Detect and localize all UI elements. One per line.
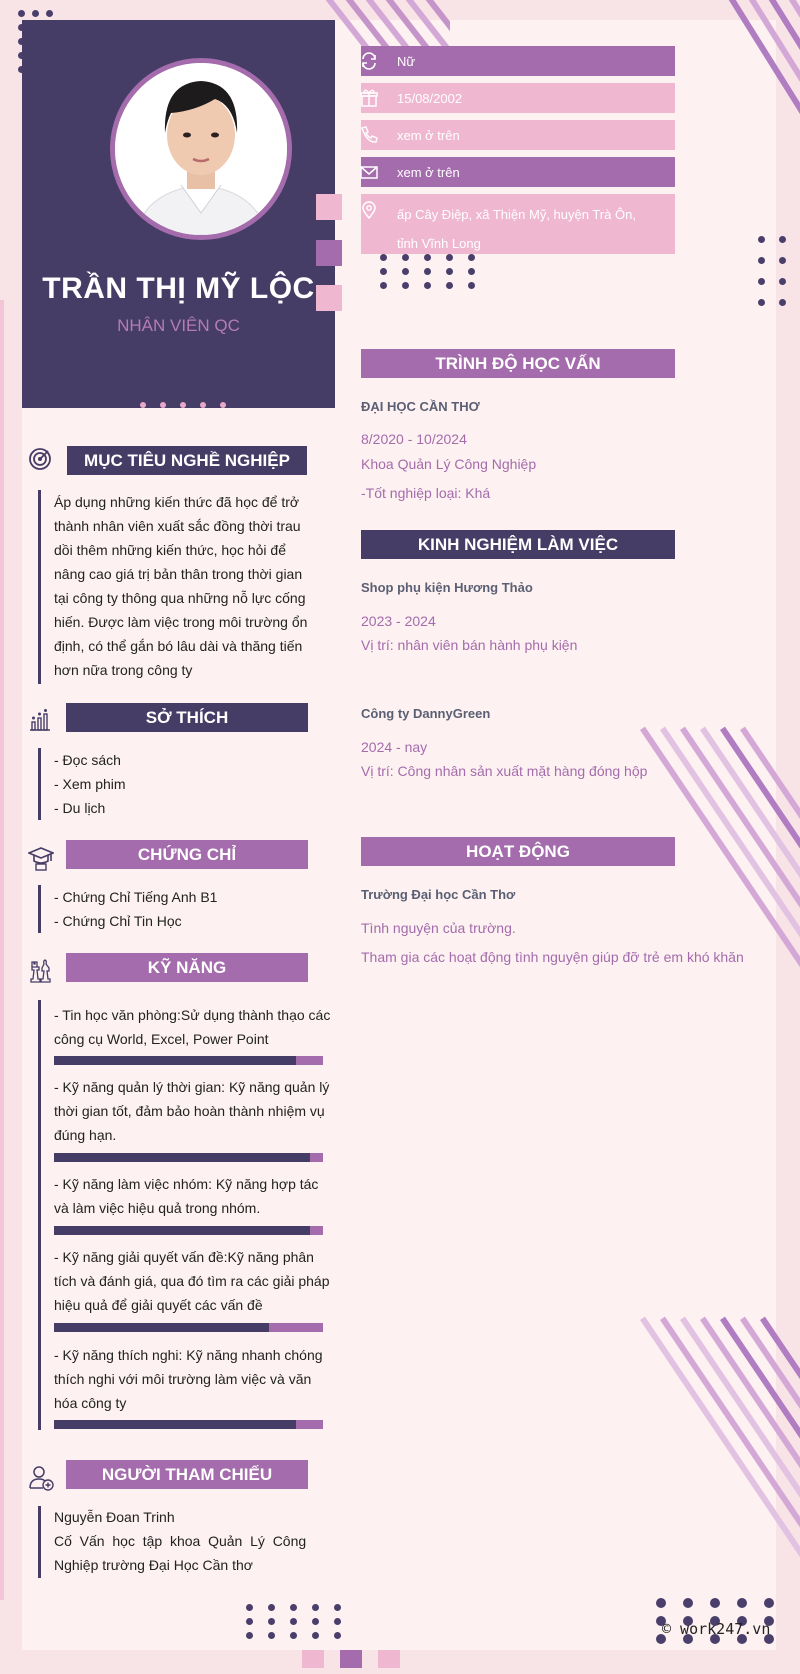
- objective-text: [54, 490, 317, 682]
- experience-title: KINH NGHIỆM LÀM VIỆC: [361, 530, 675, 559]
- gender-icon: [359, 51, 379, 71]
- watermark-text: © work247.vn: [662, 1620, 771, 1638]
- objective-line-2: thành nhân viên xuất sắc đồng thời trau: [54, 518, 301, 534]
- skill-text: tích và đánh giá, qua đó tìm ra các giải pháp: [54, 1273, 330, 1289]
- skill-text: đúng hạn.: [54, 1127, 117, 1143]
- chess-icon: [28, 958, 54, 984]
- skill-text: công cụ World, Excel, Power Point: [54, 1031, 269, 1047]
- objective-line-5: tại công ty thông qua những nỗ lực cống: [54, 590, 306, 606]
- skill-item-3: [54, 1172, 354, 1220]
- hobby-item: - Xem phim: [54, 776, 126, 792]
- skill-item-1: [54, 1003, 354, 1051]
- candidate-name: TRẦN THỊ MỸ LỘC: [42, 272, 315, 305]
- hobbies-line: [38, 748, 41, 820]
- job-position: Vị trí: nhân viên bán hành phụ kiện: [361, 637, 578, 653]
- skill-item-4: [54, 1245, 354, 1317]
- education-grade: -Tốt nghiệp loại: Khá: [361, 485, 491, 501]
- profile-photo: [110, 58, 292, 240]
- address-value: [397, 200, 636, 258]
- skill-level-bar-3: [54, 1226, 323, 1235]
- education-period: 8/2020 - 10/2024: [361, 431, 467, 447]
- education-school: ĐẠI HỌC CẦN THƠ: [361, 399, 480, 414]
- email-value: xem ở trên: [397, 164, 460, 180]
- info-birthday: [361, 83, 675, 113]
- objective-line-7: định, có thể gắn bó lâu dài và thăng tiến: [54, 638, 303, 654]
- hobby-item: - Du lịch: [54, 800, 106, 816]
- certificates-line: [38, 885, 41, 933]
- certificate-item: - Chứng Chỉ Tiếng Anh B1: [54, 889, 218, 905]
- skill-level-bar-1: [54, 1056, 323, 1065]
- birthday-value: 15/08/2002: [397, 90, 463, 106]
- skill-item-5: [54, 1343, 354, 1415]
- chart-bars-icon: [28, 708, 54, 734]
- reference-name: Nguyễn Đoan Trinh: [54, 1509, 175, 1525]
- decor-bottom-square-3: [378, 1650, 400, 1668]
- info-phone: [361, 120, 675, 150]
- decor-stripes-left: [0, 300, 40, 1600]
- mail-icon: [359, 162, 379, 182]
- skill-text: - Tin học văn phòng:Sử dụng thành thạo các: [54, 1007, 331, 1023]
- hobby-item: - Đọc sách: [54, 752, 121, 768]
- decor-stripes-right-bottom: [640, 1310, 800, 1620]
- skill-text: thích nghi với môi trường làm việc và văn: [54, 1371, 312, 1387]
- skill-text: hiệu quả để giải quyết các vấn đề: [54, 1297, 263, 1313]
- activities-line-1: Tình nguyện của trường.: [361, 920, 516, 936]
- skills-title: KỸ NĂNG: [66, 953, 308, 982]
- objective-line-8: hơn nữa trong công ty: [54, 662, 193, 678]
- references-block: [54, 1505, 317, 1577]
- user-add-icon: [28, 1465, 54, 1491]
- objective-line-4: nâng cao giá trị bản thân trong thời gian: [54, 566, 303, 582]
- job-period: 2023 - 2024: [361, 613, 436, 629]
- address-line-2: tỉnh Vĩnh Long: [397, 236, 481, 251]
- skills-line: [38, 1000, 41, 1430]
- reference-title-line-2: Nghiệp trường Đại Học Cần thơ: [54, 1557, 253, 1573]
- gift-icon: [359, 88, 379, 108]
- objective-line-3: dồi thêm những kiến thức, học hỏi để: [54, 542, 286, 558]
- skill-text: - Kỹ năng giải quyết vấn đề:Kỹ năng phân: [54, 1249, 314, 1265]
- skill-text: - Kỹ năng thích nghi: Kỹ năng nhanh chóng: [54, 1347, 323, 1363]
- location-pin-icon: [359, 200, 379, 220]
- objective-line-6: hiến. Được làm việc trong môi trường ổn: [54, 614, 308, 630]
- target-icon: [28, 447, 54, 473]
- decor-square-2: [316, 240, 342, 266]
- objective-line-1: Áp dụng những kiến thức đã học để trở: [54, 494, 300, 510]
- job-company: Shop phụ kiện Hương Thảo: [361, 580, 533, 595]
- decor-dots-info: [380, 254, 475, 289]
- activities-org: Trường Đại học Cần Thơ: [361, 887, 516, 902]
- candidate-role: NHÂN VIÊN QC: [117, 316, 240, 335]
- hobbies-list: [54, 748, 314, 820]
- education-title: TRÌNH ĐỘ HỌC VẤN: [361, 349, 675, 378]
- certificates-title: CHỨNG CHỈ: [66, 840, 308, 869]
- phone-value: xem ở trên: [397, 127, 460, 143]
- skill-item-2: [54, 1075, 354, 1147]
- skill-text: hóa công ty: [54, 1395, 127, 1411]
- activities-line-2: Tham gia các hoạt động tình nguyện giúp đỡ trẻ em khó khăn: [361, 949, 744, 965]
- references-line: [38, 1506, 41, 1578]
- references-title: NGƯỜI THAM CHIẾU: [66, 1460, 308, 1489]
- gender-value: Nữ: [397, 53, 416, 69]
- job-position: Vị trí: Công nhân sản xuất mặt hàng đóng hộp: [361, 763, 648, 779]
- certificates-list: [54, 885, 314, 933]
- skill-text: - Kỹ năng quản lý thời gian: Kỹ năng quản lý: [54, 1079, 330, 1095]
- decor-bottom-square-1: [302, 1650, 324, 1668]
- decor-dots-right-top: [758, 236, 800, 306]
- phone-icon: [359, 125, 379, 145]
- skill-level-bar-5: [54, 1420, 323, 1429]
- decor-dots-bottom-center: [246, 1604, 341, 1639]
- profile-card: [22, 20, 335, 408]
- education-faculty: Khoa Quản Lý Công Nghiệp: [361, 456, 537, 472]
- skill-level-bar-2: [54, 1153, 323, 1162]
- skill-text: và làm việc hiệu quả trong nhóm.: [54, 1200, 261, 1216]
- info-gender: [361, 46, 675, 76]
- objective-line: [38, 490, 41, 684]
- address-line-1: ấp Cây Điệp, xã Thiện Mỹ, huyện Trà Ôn,: [397, 207, 636, 222]
- objective-title: MỤC TIÊU NGHỀ NGHIỆP: [67, 446, 307, 475]
- hobbies-title: SỞ THÍCH: [66, 703, 308, 732]
- skill-level-bar-4: [54, 1323, 323, 1332]
- reference-title-line-1: Cố Vấn học tập khoa Quản Lý Công: [54, 1533, 307, 1549]
- graduation-cap-icon: [28, 845, 54, 871]
- decor-square-1: [316, 194, 342, 220]
- skill-text: thời gian tốt, đảm bảo hoàn thành nhiệm vụ: [54, 1103, 325, 1119]
- info-address: [361, 194, 675, 254]
- skill-text: - Kỹ năng làm việc nhóm: Kỹ năng hợp tác: [54, 1176, 319, 1192]
- job-period: 2024 - nay: [361, 739, 428, 755]
- job-company: Công ty DannyGreen: [361, 706, 491, 721]
- info-email: [361, 157, 675, 187]
- activities-title: HOẠT ĐỘNG: [361, 837, 675, 866]
- decor-square-3: [316, 285, 342, 311]
- certificate-item: - Chứng Chỉ Tin Học: [54, 913, 182, 929]
- profile-dots: [140, 402, 226, 408]
- decor-bottom-square-2: [340, 1650, 362, 1668]
